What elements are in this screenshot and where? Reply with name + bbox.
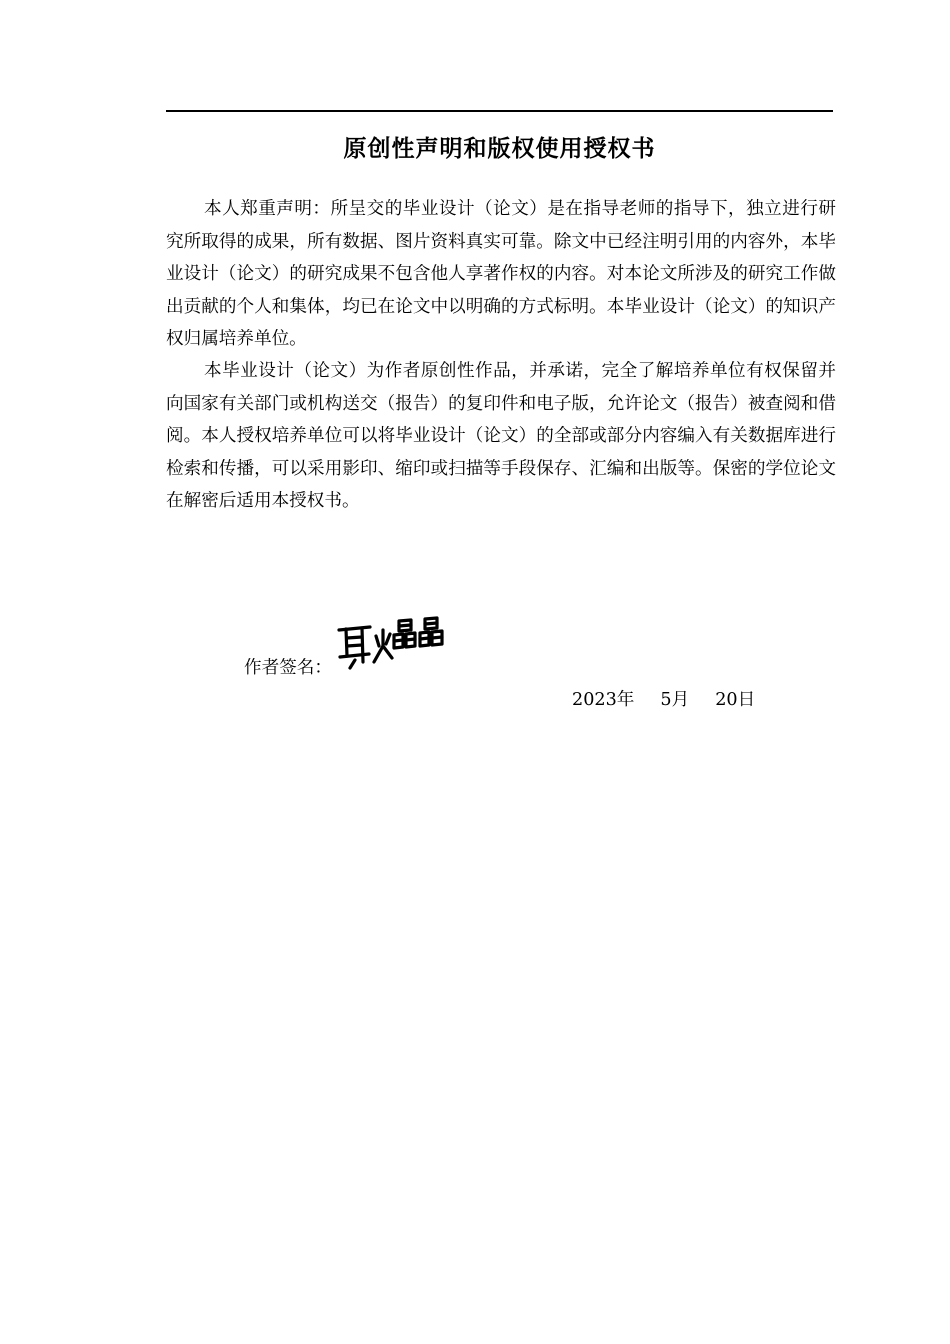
handwritten-signature: [336, 616, 446, 676]
authorization-paragraph: 本毕业设计（论文）为作者原创性作品，并承诺，完全了解培养单位有权保留并向国家有关部门或机构送交（报告）的复印件和电子版，允许论文（报告）被查阅和借阅。本人授权培养单位可以将毕业设计（论文）的全部或部分内容编入有关数据库进行检索和传播，可以采用影印、缩印或扫描等手段保存、汇编和出版等。保密的学位论文在解密后适用本授权书。: [166, 361, 836, 511]
top-rule: [166, 110, 833, 112]
signature-date: [572, 686, 755, 714]
date-month: 5: [660, 690, 672, 710]
date-year: 2023: [572, 690, 617, 710]
date-year-unit: 年: [616, 690, 635, 710]
declaration-paragraph: 本人郑重声明：所呈交的毕业设计（论文）是在指导老师的指导下，独立进行研究所取得的成果，所有数据、图片资料真实可靠。除文中已经注明引用的内容外，本毕业设计（论文）的研究成果不包含他人享著作权的内容。对本论文所涉及的研究工作做出贡献的个人和集体，均已在论文中以明确的方式标明。本毕业设计（论文）的知识产权归属培养单位。: [166, 199, 836, 349]
date-day: 20: [715, 690, 738, 710]
date-day-unit: 日: [737, 690, 756, 710]
document-title: 原创性声明和版权使用授权书: [343, 136, 656, 162]
signature-label: 作者签名：: [244, 658, 332, 678]
date-month-unit: 月: [671, 690, 690, 710]
